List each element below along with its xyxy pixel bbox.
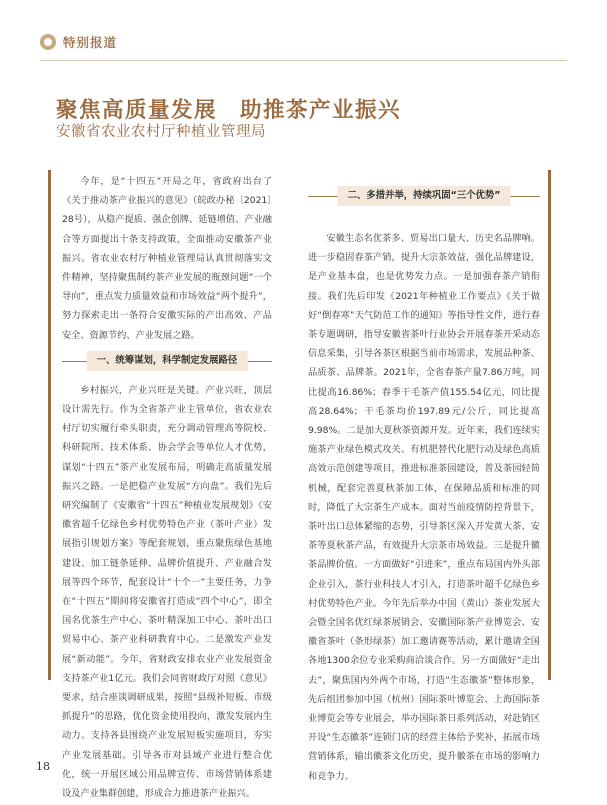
section-header [40,32,117,52]
intro-paragraph: 今年，是“十四五”开局之年，省政府出台了《关于推动茶产业振兴的意见》（皖政办秘〔2021〕28号），从稳产提质、强企创牌、延链增值、产业融合等方面提出十条支持政策，全面推动安徽茶产业振兴。省农业农村厅种植业管理局认真贯彻落实文件精神，坚持聚焦制约茶产业发展的瓶颈问题“一个导向”，重点发力质量效益和市场效益“两个提升”，努力探索走出一条符合安徽实际的产出高效、产品安全、资源节约、产业发展之路。 [62,176,272,341]
page-number: 18 [36,760,50,773]
right-column [308,229,540,786]
article-subtitle: 安徽省农业农村厅种植业管理局 [56,124,266,140]
header-divider [40,60,567,61]
section1-heading-text: 一、统筹谋划，科学制定发展路径 [87,351,248,371]
flower-icon [40,34,56,50]
right-accent-bar [548,170,551,680]
section1-heading [62,351,272,371]
section-name: 特别报道 [63,35,118,50]
section2-heading [308,186,540,206]
article-title: 聚焦高质量发展 助推茶产业振兴 [56,98,402,123]
section1-paragraph: 乡村振兴，产业兴旺是关键。产业兴旺，顶层设计需先行。作为全省茶产业主管单位，省农业农村厅切实履行牵头职责，充分调动管理高等院校、科研院所、技术体系、协会学会等单位人才优势，谋划“十四五”茶产业发展布局，明确走高质量发展振兴之路。一是把稳产业发展“方向盘”。我们先后研究编制了《安徽省“十四五”种植业发展规划》《安徽省超千亿绿色乡村优势特色产业（茶叶产业）发展指引规划方案》等配套规划，重点聚焦绿色基地建设、加工链条延伸、品牌价值提升、产业融合发展等四个环节，配套设计“十个一”主要任务，力争在“十四五”期间将安徽省打造成“四个中心”，即全国名优茶生产中心、茶叶精深加工中心、茶叶出口贸易中心、茶产业科研教育中心。二是激发产业发展“新动能”。今年，省财政安排农业产业发展资金支持茶产业1亿元。我们会同省财政厅对照《意见》要求，结合座谈调研成果，按照“县级补短板、市级抓提升”的思路，优化资金使用投向，激发发展内生动力。支持各县围绕产业发展短板实施项目，夯实产业发展基础。引导各市对县域产业进行整合优化，统一开展区域公用品牌宣传、市场营销体系建设及产业集群创建，形成合力推进茶产业振兴。 [62,384,272,800]
left-column [62,172,272,803]
section2-paragraph: 安徽生态名优茶多、贸易出口量大、历史名品牌响。进一步稳固春茶产销，提升大宗茶效益，强化品牌建设，是产业基本盘，也是优势发力点。一是加强春茶产销衔接。我们先后印发《2021年种植业工作要点》《关于做好“倒春寒”天气防范工作的通知》等指导性文件，进行春茶专题调研，指导安徽省茶叶行业协会开展春茶开采动态信息采集，引导各茶区根据当前市场需求，发展品种茶、品质茶、品牌茶。2021年，全省春茶产量7.86万吨，同比提高16.86%；春季干毛茶产值155.54亿元，同比提高28.64%；干毛茶均价197.89元/公斤，同比提高9.98%。二是加大夏秋茶资源开发。近年来，我们连续实施茶产业绿色模式攻关、有机肥替代化肥行动及绿色高质高效示范创建等项目，推进标准茶园建设，普及茶园轻简机械，配套完善夏秋茶加工体，在保障品质和标准的同时，降低了大宗茶生产成本。面对当前疫情防控背景下，茶叶出口总体紧缩的态势，引导茶区深入开发黄大茶、安茶等夏秋茶产品，有效提升大宗茶市场效益。三是提升徽茶品牌价值。一方面做好“引进来”，重点布局国内外头部企业引入，茶行业科技人才引入，打造茶叶超千亿绿色乡村优势特色产业。今年先后举办中国（黄山）茶业发展大会暨全国名优红绿茶展销会、安徽国际茶产业博览会、安徽省茶叶（条形绿茶）加工邀请赛等活动，累计邀请全国各地1300余位专业采购商洽谈合作。另一方面做好“走出去”，聚焦国内外两个市场，打造“生态徽茶”整体形象，先后组团参加中国（杭州）国际茶叶博览会、上海国际茶业博览会等专业展会，举办国际茶日系列活动，对赴销区开设“生态徽茶”连锁门店的经营主体给予奖补，拓展市场营销体系，输出徽茶文化历史，提升徽茶在市场的影响力和竞争力。 [308,233,540,782]
section2-heading-text: 二、多措并举，持续巩固“三个优势” [338,186,511,206]
left-accent-bar [48,170,51,680]
